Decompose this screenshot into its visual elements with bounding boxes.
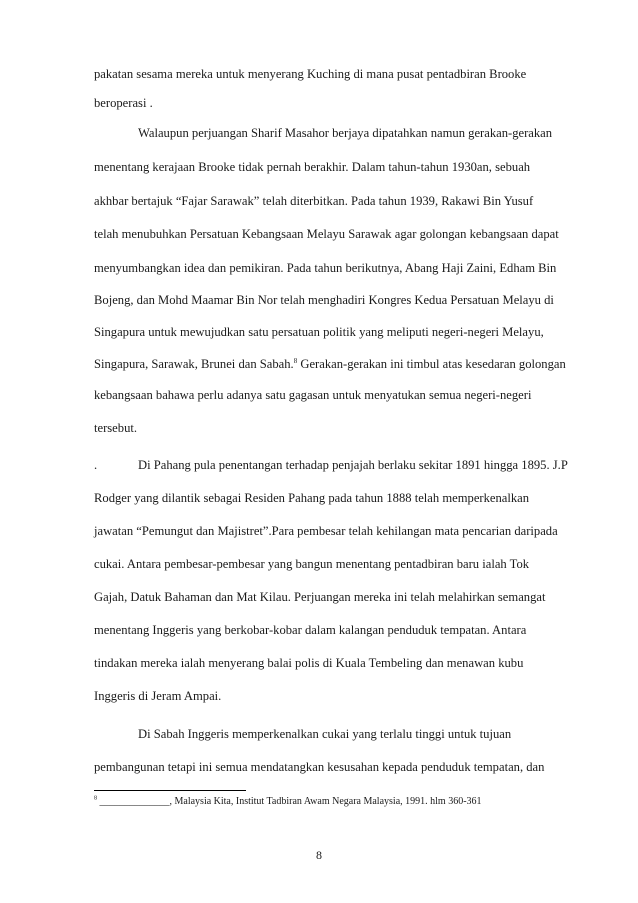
text-line: Singapura untuk mewujudkan satu persatuan politik yang meliputi negeri-negeri Melayu, (94, 325, 544, 339)
text-line: pakatan sesama mereka untuk menyerang Kuching di mana pusat pentadbiran Brooke (94, 67, 527, 81)
text-line: pembangunan tetapi ini semua mendatangkan kesusahan kepada penduduk tempatan, dan (94, 760, 545, 774)
text-segment: Singapura, Sarawak, Brunei dan Sabah. (94, 357, 294, 371)
text-line: telah menubuhkan Persatuan Kebangsaan Melayu Sarawak agar golongan kebangsaan dapat (94, 227, 559, 241)
paragraph-start-line: Di Sabah Inggeris memperkenalkan cukai yang terlalu tinggi untuk tujuan (138, 727, 512, 741)
footnote (94, 796, 482, 807)
text-line: tindakan mereka ialah menyerang balai polis di Kuala Tembeling dan menawan kubu (94, 656, 524, 670)
text-line: menentang Inggeris yang berkobar-kobar dalam kalangan penduduk tempatan. Antara (94, 623, 527, 637)
text-line: kebangsaan bahawa perlu adanya satu gagasan untuk menyatukan semua negeri-negeri (94, 388, 532, 402)
text-line: Inggeris di Jeram Ampai. (94, 689, 222, 703)
text-line: cukai. Antara pembesar-pembesar yang bangun menentang pentadbiran baru ialah Tok (94, 557, 530, 571)
text-segment: Gerakan-gerakan ini timbul atas kesedaran golongan (297, 357, 566, 371)
text-line: menyumbangkan idea dan pemikiran. Pada tahun berikutnya, Abang Haji Zaini, Edham Bin (94, 261, 557, 275)
footnote-text: ______________, Malaysia Kita, Institut Tadbiran Awam Negara Malaysia, 1991. hlm 360-361 (97, 796, 482, 807)
text-line: Rodger yang dilantik sebagai Residen Pahang pada tahun 1888 telah memperkenalkan (94, 491, 530, 505)
footnote-separator (94, 790, 246, 791)
text-line: Bojeng, dan Mohd Maamar Bin Nor telah menghadiri Kongres Kedua Persatuan Melayu di (94, 293, 554, 307)
text-line: jawatan “Pemungut dan Majistret”.Para pembesar telah kehilangan mata pencarian daripada (94, 524, 558, 538)
text-line: Gajah, Datuk Bahaman dan Mat Kilau. Perjuangan mereka ini telah melahirkan semangat (94, 590, 546, 604)
footnote-number: 8 (94, 795, 97, 802)
text-line-with-footnote (94, 356, 566, 372)
text-line: beroperasi . (94, 96, 153, 110)
footnote-marker: 8 (293, 356, 298, 365)
text-line: akhbar bertajuk “Fajar Sarawak” telah diterbitkan. Pada tahun 1939, Rakawi Bin Yusuf (94, 194, 534, 208)
text-line: menentang kerajaan Brooke tidak pernah berakhir. Dalam tahun-tahun 1930an, sebuah (94, 160, 531, 174)
text-line: tersebut. (94, 421, 138, 435)
paragraph-start-line: Di Pahang pula penentangan terhadap penjajah berlaku sekitar 1891 hingga 1895. J.P (138, 458, 568, 472)
paragraph-bullet: . (94, 458, 98, 472)
paragraph-start-line: Walaupun perjuangan Sharif Masahor berjaya dipatahkan namun gerakan-gerakan (138, 126, 553, 140)
page-number: 8 (316, 848, 322, 862)
